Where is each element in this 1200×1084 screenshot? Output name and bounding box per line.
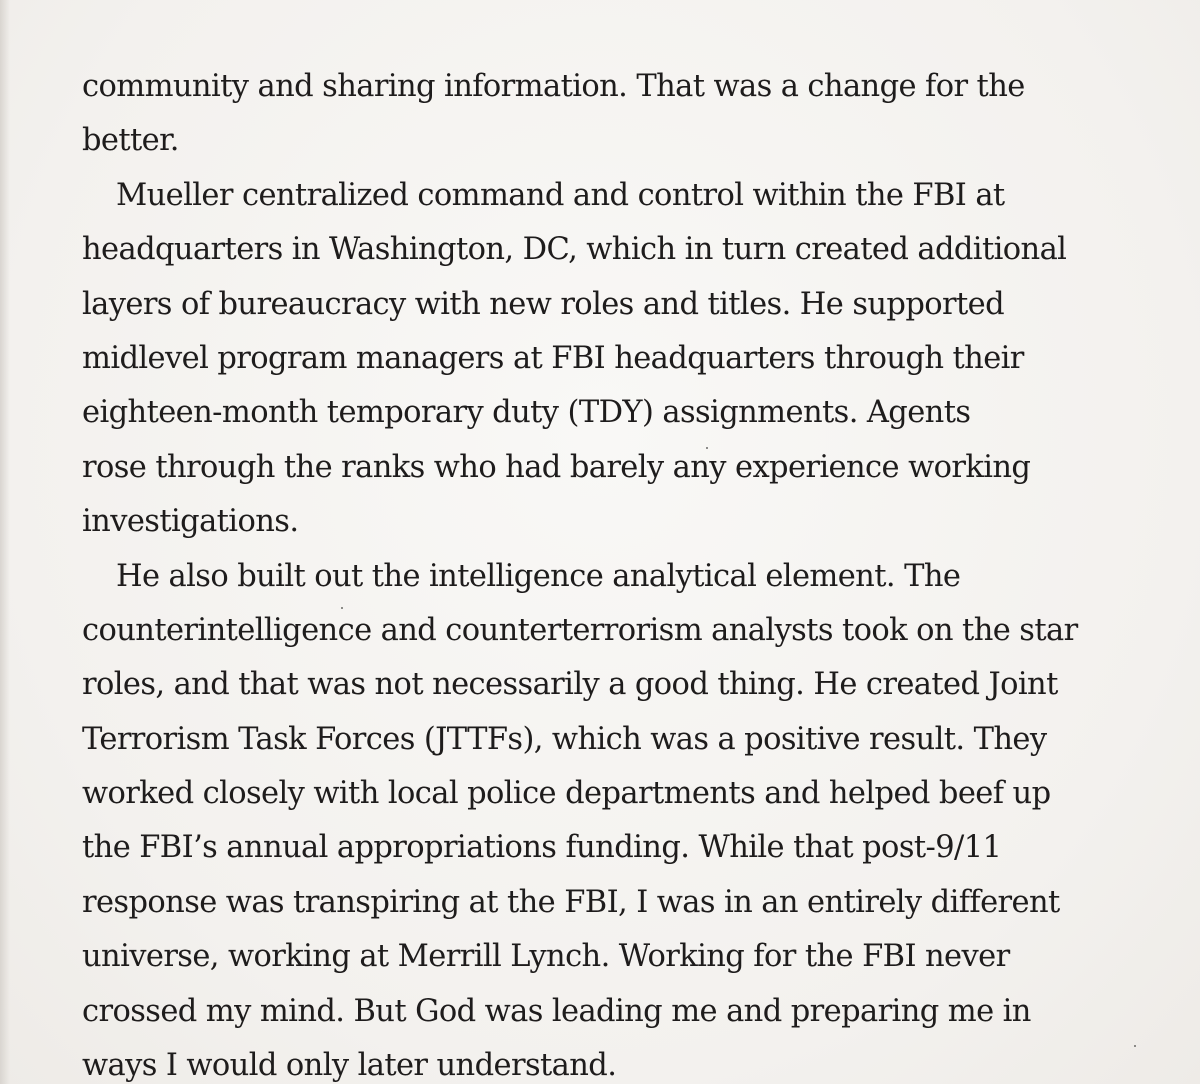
text-line: the FBI’s annual appropriations funding. While that post-9/11 — [82, 830, 1002, 866]
text-line: better. — [82, 123, 179, 159]
paragraph-start-line: Mueller centralized command and control within the FBI at — [116, 177, 1005, 213]
text-line: eighteen-month temporary duty (TDY) assignments. Agents — [82, 395, 971, 431]
text-line: roles, and that was not necessarily a good thing. He created Joint — [82, 667, 1058, 703]
text-line: response was transpiring at the FBI, I was in an entirely different — [82, 884, 1060, 920]
page-edge-shadow — [0, 0, 10, 1084]
text-line: counterintelligence and counterterrorism analysts took on the star — [82, 612, 1078, 648]
text-line: Terrorism Task Forces (JTTFs), which was a positive result. They — [82, 721, 1047, 757]
text-line: headquarters in Washington, DC, which in turn created additional — [82, 232, 1067, 268]
text-line: layers of bureaucracy with new roles and titles. He supported — [82, 286, 1005, 322]
text-line: worked closely with local police departments and helped beef up — [82, 776, 1051, 812]
text-line: investigations. — [82, 504, 299, 540]
paper-speck — [341, 607, 343, 609]
text-line: rose through the ranks who had barely any experience working — [82, 449, 1031, 485]
text-line: universe, working at Merrill Lynch. Working for the FBI never — [82, 939, 1010, 975]
text-line: community and sharing information. That was a change for the — [82, 69, 1025, 104]
paragraph-start-line: He also built out the intelligence analytical element. The — [116, 558, 961, 594]
body-text — [82, 60, 1182, 1084]
text-line: crossed my mind. But God was leading me and preparing me in — [82, 993, 1031, 1029]
paper-speck — [706, 447, 708, 449]
text-line: midlevel program managers at FBI headquarters through their — [82, 340, 1024, 376]
paper-speck — [1134, 1045, 1136, 1047]
text-line: ways I would only later understand. — [82, 1048, 617, 1084]
